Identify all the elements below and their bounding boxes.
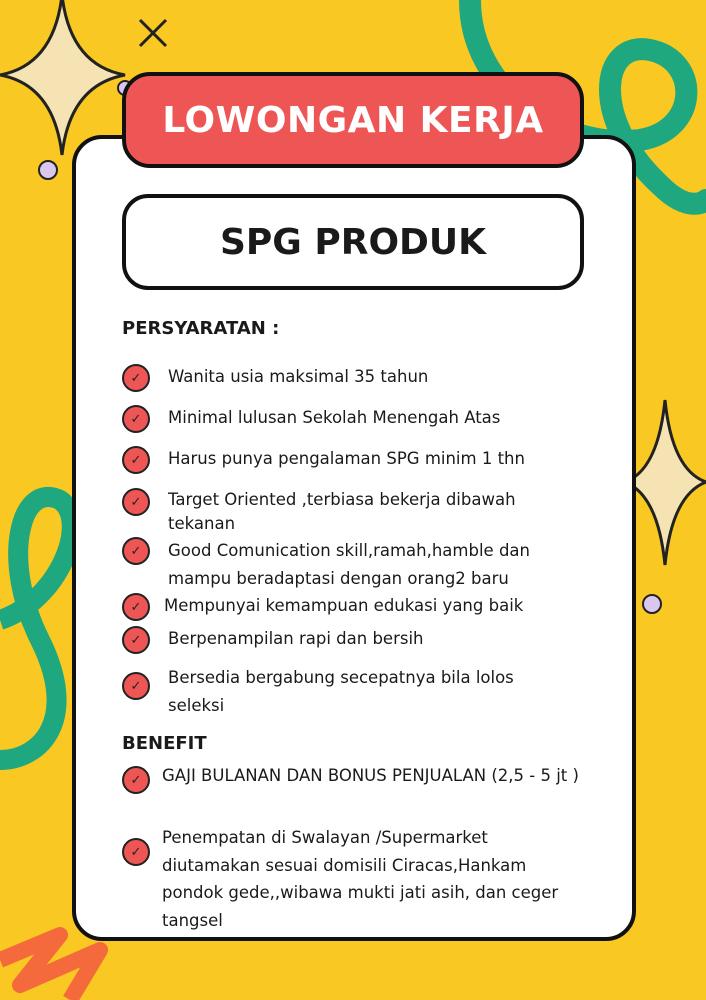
requirements-heading: PERSYARATAN : [122, 318, 280, 339]
list-item: ✓ Minimal lulusan Sekolah Menengah Atas [122, 405, 592, 433]
check-icon: ✓ [122, 672, 150, 700]
benefit-heading: BENEFIT [122, 733, 207, 754]
list-item: ✓ Mempunyai kemampuan edukasi yang baik [122, 593, 592, 621]
orange-squiggle [0, 935, 100, 1000]
dot-icon [643, 595, 661, 613]
plus-icon [140, 20, 166, 46]
star-icon [625, 400, 706, 565]
check-icon: ✓ [122, 838, 150, 866]
check-icon: ✓ [122, 766, 150, 794]
check-icon: ✓ [122, 446, 150, 474]
star-icon [0, 0, 125, 155]
list-item: ✓ Target Oriented ,terbiasa bekerja dibawah tekanan [122, 488, 542, 536]
list-item: ✓ Good Comunication skill,ramah,hamble dan mampu beradaptasi dengan orang2 baru [122, 537, 572, 593]
list-item: ✓ Berpenampilan rapi dan bersih [122, 626, 592, 654]
check-icon: ✓ [122, 488, 150, 516]
check-icon: ✓ [122, 626, 150, 654]
list-item: ✓ Harus punya pengalaman SPG minim 1 thn [122, 446, 592, 474]
job-title: SPG PRODUK [122, 194, 584, 290]
list-item: ✓ Penempatan di Swalayan /Supermarket diutamakan sesuai domisili Ciracas,Hankam pondok gede,,wibawa mukti jati asih, dan ceger tangsel [122, 824, 562, 934]
check-icon: ✓ [122, 405, 150, 433]
green-loop-left [0, 497, 72, 760]
check-icon: ✓ [122, 593, 150, 621]
check-icon: ✓ [122, 364, 150, 392]
dot-icon [39, 161, 57, 179]
poster-title: LOWONGAN KERJA [122, 72, 584, 168]
list-item: ✓ Wanita usia maksimal 35 tahun [122, 364, 592, 392]
check-icon: ✓ [122, 537, 150, 565]
list-item: ✓ Bersedia bergabung secepatnya bila lolos seleksi [122, 664, 562, 720]
list-item: ✓ GAJI BULANAN DAN BONUS PENJUALAN (2,5 - 5 jt ) [122, 762, 592, 794]
